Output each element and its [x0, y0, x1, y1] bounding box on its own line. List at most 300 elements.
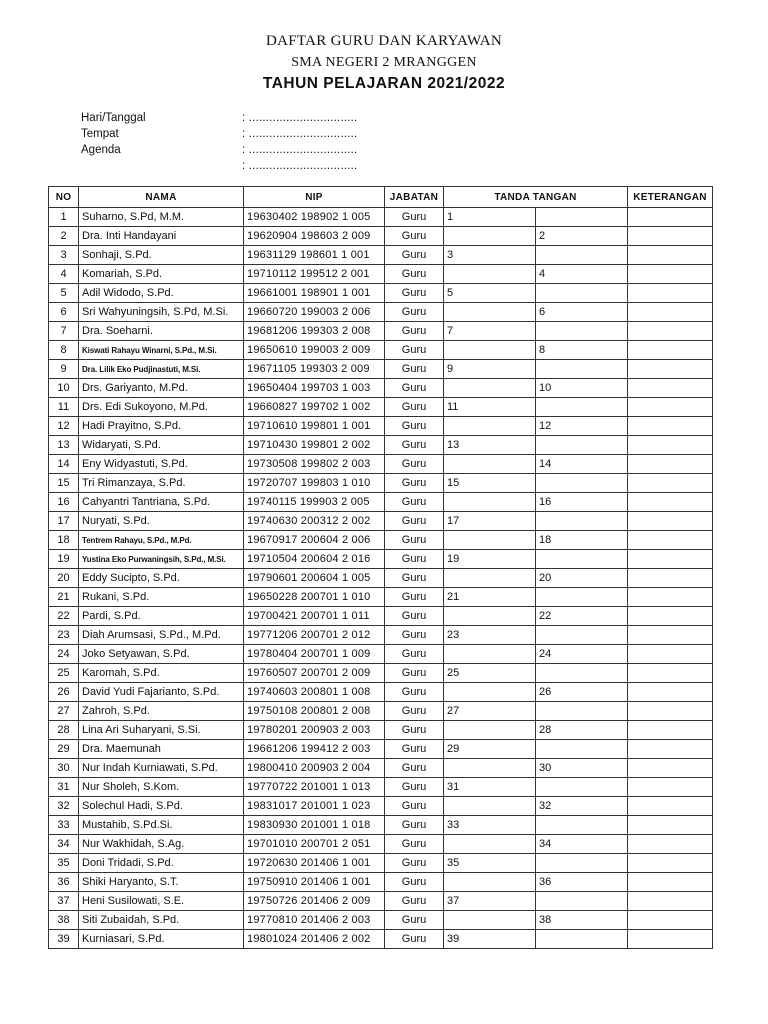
staff-position: Guru: [385, 873, 444, 892]
staff-nip: 19831017 201001 1 023: [244, 797, 385, 816]
meta-row-agenda-cont: [81, 158, 481, 174]
signature-empty: [536, 322, 628, 341]
table-row: [49, 322, 713, 341]
signature-empty: [444, 379, 536, 398]
staff-position: Guru: [385, 246, 444, 265]
signature-empty: [536, 512, 628, 531]
meta-row-agenda: [81, 142, 481, 158]
staff-position: Guru: [385, 778, 444, 797]
signature-empty: [536, 626, 628, 645]
staff-position: Guru: [385, 854, 444, 873]
staff-name: Dra. Inti Handayani: [79, 227, 244, 246]
staff-position: Guru: [385, 227, 444, 246]
staff-nip: 19710504 200604 2 016: [244, 550, 385, 569]
notes-cell: [628, 398, 713, 417]
notes-cell: [628, 512, 713, 531]
staff-position: Guru: [385, 664, 444, 683]
staff-nip: 19660720 199003 2 006: [244, 303, 385, 322]
notes-cell: [628, 493, 713, 512]
staff-name: Joko Setyawan, S.Pd.: [79, 645, 244, 664]
staff-name: Nur Indah Kurniawati, S.Pd.: [79, 759, 244, 778]
staff-name: Tentrem Rahayu, S.Pd., M.Pd.: [79, 531, 244, 550]
notes-cell: [628, 835, 713, 854]
table-row: [49, 455, 713, 474]
staff-nip: 19660827 199702 1 002: [244, 398, 385, 417]
staff-position: Guru: [385, 607, 444, 626]
header-signature: TANDA TANGAN: [444, 187, 628, 208]
row-number: 14: [49, 455, 79, 474]
notes-cell: [628, 702, 713, 721]
notes-cell: [628, 322, 713, 341]
signature-empty: [444, 569, 536, 588]
staff-position: Guru: [385, 930, 444, 949]
document-title: DAFTAR GURU DAN KARYAWAN: [265, 33, 503, 49]
staff-nip: 19740630 200312 2 002: [244, 512, 385, 531]
table-row: [49, 303, 713, 322]
signature-slot: 33: [444, 816, 536, 835]
signature-slot: 14: [536, 455, 628, 474]
staff-position: Guru: [385, 303, 444, 322]
row-number: 3: [49, 246, 79, 265]
row-number: 35: [49, 854, 79, 873]
signature-empty: [536, 930, 628, 949]
signature-empty: [536, 208, 628, 227]
staff-nip: 19750910 201406 1 001: [244, 873, 385, 892]
row-number: 28: [49, 721, 79, 740]
meta-row-place: [81, 126, 481, 142]
staff-position: Guru: [385, 417, 444, 436]
table-row: [49, 341, 713, 360]
signature-slot: 8: [536, 341, 628, 360]
notes-cell: [628, 588, 713, 607]
meta-value: : ................................: [242, 112, 358, 124]
signature-slot: 11: [444, 398, 536, 417]
staff-name: Doni Tridadi, S.Pd.: [79, 854, 244, 873]
notes-cell: [628, 436, 713, 455]
notes-cell: [628, 341, 713, 360]
staff-nip: 19740603 200801 1 008: [244, 683, 385, 702]
staff-nip: 19730508 199802 2 003: [244, 455, 385, 474]
row-number: 19: [49, 550, 79, 569]
signature-slot: 13: [444, 436, 536, 455]
staff-name: Widaryati, S.Pd.: [79, 436, 244, 455]
staff-nip: 19661206 199412 2 003: [244, 740, 385, 759]
signature-empty: [536, 436, 628, 455]
staff-name: Kiswati Rahayu Winarni, S.Pd., M.Si.: [79, 341, 244, 360]
staff-nip: 19740115 199903 2 005: [244, 493, 385, 512]
row-number: 13: [49, 436, 79, 455]
staff-name: Solechul Hadi, S.Pd.: [79, 797, 244, 816]
signature-empty: [444, 721, 536, 740]
staff-nip: 19630402 198902 1 005: [244, 208, 385, 227]
table-row: [49, 721, 713, 740]
row-number: 7: [49, 322, 79, 341]
row-number: 1: [49, 208, 79, 227]
notes-cell: [628, 626, 713, 645]
staff-nip: 19720707 199803 1 010: [244, 474, 385, 493]
table-body: [49, 208, 713, 949]
row-number: 9: [49, 360, 79, 379]
staff-nip: 19801024 201406 2 002: [244, 930, 385, 949]
meeting-info: [81, 110, 481, 174]
row-number: 4: [49, 265, 79, 284]
staff-nip: 19780201 200903 2 003: [244, 721, 385, 740]
row-number: 33: [49, 816, 79, 835]
signature-empty: [444, 683, 536, 702]
table-row: [49, 436, 713, 455]
signature-slot: 29: [444, 740, 536, 759]
signature-empty: [444, 645, 536, 664]
meta-label: Hari/Tanggal: [81, 112, 146, 124]
staff-nip: 19650404 199703 1 003: [244, 379, 385, 398]
staff-nip: 19650228 200701 1 010: [244, 588, 385, 607]
staff-nip: 19750108 200801 2 008: [244, 702, 385, 721]
staff-position: Guru: [385, 341, 444, 360]
notes-cell: [628, 721, 713, 740]
signature-slot: 25: [444, 664, 536, 683]
table-row: [49, 683, 713, 702]
header-no: NO: [49, 187, 79, 208]
staff-name: Drs. Edi Sukoyono, M.Pd.: [79, 398, 244, 417]
meta-row-date: [81, 110, 481, 126]
signature-empty: [536, 664, 628, 683]
staff-position: Guru: [385, 588, 444, 607]
header-nip: NIP: [244, 187, 385, 208]
table-row: [49, 854, 713, 873]
row-number: 10: [49, 379, 79, 398]
staff-position: Guru: [385, 569, 444, 588]
row-number: 37: [49, 892, 79, 911]
table-row: [49, 664, 713, 683]
signature-slot: 32: [536, 797, 628, 816]
signature-slot: 5: [444, 284, 536, 303]
header-jabatan: JABATAN: [385, 187, 444, 208]
row-number: 22: [49, 607, 79, 626]
staff-position: Guru: [385, 759, 444, 778]
staff-name: Heni Susilowati, S.E.: [79, 892, 244, 911]
staff-nip: 19800410 200903 2 004: [244, 759, 385, 778]
signature-empty: [536, 588, 628, 607]
staff-nip: 19790601 200604 1 005: [244, 569, 385, 588]
signature-slot: 12: [536, 417, 628, 436]
staff-name: Dra. Lilik Eko Pudjinastuti, M.Si.: [79, 360, 244, 379]
table-row: [49, 398, 713, 417]
table-row: [49, 379, 713, 398]
staff-position: Guru: [385, 493, 444, 512]
row-number: 38: [49, 911, 79, 930]
signature-empty: [444, 227, 536, 246]
staff-nip: 19771206 200701 2 012: [244, 626, 385, 645]
staff-name: Komariah, S.Pd.: [79, 265, 244, 284]
staff-nip: 19670917 200604 2 006: [244, 531, 385, 550]
notes-cell: [628, 892, 713, 911]
notes-cell: [628, 778, 713, 797]
notes-cell: [628, 873, 713, 892]
signature-empty: [444, 265, 536, 284]
signature-empty: [536, 398, 628, 417]
staff-nip: 19620904 198603 2 009: [244, 227, 385, 246]
row-number: 36: [49, 873, 79, 892]
staff-position: Guru: [385, 379, 444, 398]
staff-position: Guru: [385, 740, 444, 759]
staff-name: David Yudi Fajarianto, S.Pd.: [79, 683, 244, 702]
staff-nip: 19650610 199003 2 009: [244, 341, 385, 360]
staff-nip: 19780404 200701 1 009: [244, 645, 385, 664]
signature-slot: 2: [536, 227, 628, 246]
meta-label: Tempat: [81, 128, 119, 140]
table-row: [49, 607, 713, 626]
row-number: 30: [49, 759, 79, 778]
signature-slot: 27: [444, 702, 536, 721]
signature-empty: [444, 835, 536, 854]
row-number: 2: [49, 227, 79, 246]
signature-slot: 38: [536, 911, 628, 930]
staff-nip: 19710430 199801 2 002: [244, 436, 385, 455]
staff-name: Sonhaji, S.Pd.: [79, 246, 244, 265]
signature-empty: [536, 702, 628, 721]
table-row: [49, 626, 713, 645]
row-number: 39: [49, 930, 79, 949]
table-row: [49, 246, 713, 265]
staff-name: Nur Wakhidah, S.Ag.: [79, 835, 244, 854]
notes-cell: [628, 284, 713, 303]
table-row: [49, 911, 713, 930]
staff-name: Lina Ari Suharyani, S.Si.: [79, 721, 244, 740]
signature-slot: 3: [444, 246, 536, 265]
staff-position: Guru: [385, 474, 444, 493]
signature-empty: [536, 778, 628, 797]
staff-position: Guru: [385, 531, 444, 550]
row-number: 31: [49, 778, 79, 797]
notes-cell: [628, 569, 713, 588]
table-row: [49, 778, 713, 797]
staff-name: Dra. Maemunah: [79, 740, 244, 759]
notes-cell: [628, 645, 713, 664]
notes-cell: [628, 911, 713, 930]
staff-name: Diah Arumsasi, S.Pd., M.Pd.: [79, 626, 244, 645]
signature-slot: 35: [444, 854, 536, 873]
staff-position: Guru: [385, 911, 444, 930]
staff-nip: 19830930 201001 1 018: [244, 816, 385, 835]
staff-table: [48, 186, 713, 949]
table-row: [49, 227, 713, 246]
signature-slot: 4: [536, 265, 628, 284]
staff-name: Kurniasari, S.Pd.: [79, 930, 244, 949]
notes-cell: [628, 759, 713, 778]
signature-slot: 28: [536, 721, 628, 740]
row-number: 12: [49, 417, 79, 436]
row-number: 17: [49, 512, 79, 531]
signature-slot: 36: [536, 873, 628, 892]
table-row: [49, 550, 713, 569]
academic-year: TAHUN PELAJARAN 2021/2022: [262, 75, 506, 92]
school-name: SMA NEGERI 2 MRANGGEN: [291, 55, 477, 70]
row-number: 25: [49, 664, 79, 683]
signature-slot: 23: [444, 626, 536, 645]
staff-nip: 19681206 199303 2 008: [244, 322, 385, 341]
staff-name: Cahyantri Tantriana, S.Pd.: [79, 493, 244, 512]
staff-name: Dra. Soeharni.: [79, 322, 244, 341]
staff-position: Guru: [385, 816, 444, 835]
table-row: [49, 417, 713, 436]
staff-position: Guru: [385, 284, 444, 303]
notes-cell: [628, 683, 713, 702]
signature-slot: 17: [444, 512, 536, 531]
signature-empty: [444, 873, 536, 892]
staff-name: Yustina Eko Purwaningsih, S.Pd., M.Si.: [79, 550, 244, 569]
signature-slot: 21: [444, 588, 536, 607]
table-row: [49, 797, 713, 816]
staff-nip: 19760507 200701 2 009: [244, 664, 385, 683]
table-row: [49, 930, 713, 949]
signature-slot: 39: [444, 930, 536, 949]
row-number: 20: [49, 569, 79, 588]
signature-empty: [444, 911, 536, 930]
notes-cell: [628, 379, 713, 398]
notes-cell: [628, 474, 713, 493]
signature-slot: 18: [536, 531, 628, 550]
notes-cell: [628, 930, 713, 949]
table-row: [49, 892, 713, 911]
table-row: [49, 208, 713, 227]
table-row: [49, 702, 713, 721]
staff-nip: 19701010 200701 2 051: [244, 835, 385, 854]
staff-nip: 19770722 201001 1 013: [244, 778, 385, 797]
staff-name: Nuryati, S.Pd.: [79, 512, 244, 531]
signature-empty: [536, 360, 628, 379]
row-number: 23: [49, 626, 79, 645]
signature-empty: [444, 493, 536, 512]
staff-name: Hadi Prayitno, S.Pd.: [79, 417, 244, 436]
staff-name: Eny Widyastuti, S.Pd.: [79, 455, 244, 474]
staff-position: Guru: [385, 265, 444, 284]
staff-nip: 19710610 199801 1 001: [244, 417, 385, 436]
staff-nip: 19661001 198901 1 001: [244, 284, 385, 303]
table-row: [49, 284, 713, 303]
signature-slot: 20: [536, 569, 628, 588]
staff-position: Guru: [385, 322, 444, 341]
table-row: [49, 512, 713, 531]
staff-name: Mustahib, S.Pd.Si.: [79, 816, 244, 835]
notes-cell: [628, 664, 713, 683]
staff-name: Karomah, S.Pd.: [79, 664, 244, 683]
staff-name: Tri Rimanzaya, S.Pd.: [79, 474, 244, 493]
signature-empty: [536, 284, 628, 303]
table-row: [49, 265, 713, 284]
staff-position: Guru: [385, 645, 444, 664]
staff-position: Guru: [385, 436, 444, 455]
staff-position: Guru: [385, 455, 444, 474]
staff-nip: 19700421 200701 1 011: [244, 607, 385, 626]
notes-cell: [628, 550, 713, 569]
row-number: 26: [49, 683, 79, 702]
signature-empty: [444, 797, 536, 816]
table-row: [49, 360, 713, 379]
row-number: 24: [49, 645, 79, 664]
signature-empty: [444, 455, 536, 474]
signature-empty: [444, 607, 536, 626]
staff-nip: 19631129 198601 1 001: [244, 246, 385, 265]
notes-cell: [628, 531, 713, 550]
table-row: [49, 816, 713, 835]
signature-slot: 6: [536, 303, 628, 322]
signature-empty: [536, 854, 628, 873]
signature-slot: 31: [444, 778, 536, 797]
notes-cell: [628, 265, 713, 284]
signature-empty: [444, 303, 536, 322]
signature-slot: 15: [444, 474, 536, 493]
signature-slot: 37: [444, 892, 536, 911]
staff-position: Guru: [385, 702, 444, 721]
staff-nip: 19770810 201406 2 003: [244, 911, 385, 930]
notes-cell: [628, 246, 713, 265]
notes-cell: [628, 208, 713, 227]
signature-empty: [536, 892, 628, 911]
notes-cell: [628, 854, 713, 873]
table-row: [49, 759, 713, 778]
signature-slot: 26: [536, 683, 628, 702]
header-name: NAMA: [79, 187, 244, 208]
signature-slot: 1: [444, 208, 536, 227]
row-number: 15: [49, 474, 79, 493]
notes-cell: [628, 417, 713, 436]
signature-empty: [444, 417, 536, 436]
table-row: [49, 531, 713, 550]
staff-position: Guru: [385, 550, 444, 569]
staff-position: Guru: [385, 626, 444, 645]
staff-name: Suharno, S.Pd, M.M.: [79, 208, 244, 227]
notes-cell: [628, 607, 713, 626]
table-row: [49, 645, 713, 664]
notes-cell: [628, 455, 713, 474]
signature-slot: 10: [536, 379, 628, 398]
row-number: 32: [49, 797, 79, 816]
table-row: [49, 588, 713, 607]
meta-value: : ................................: [242, 144, 358, 156]
signature-empty: [536, 740, 628, 759]
table-row: [49, 569, 713, 588]
signature-empty: [536, 550, 628, 569]
meta-label: Agenda: [81, 144, 121, 156]
row-number: 29: [49, 740, 79, 759]
signature-empty: [444, 341, 536, 360]
staff-name: Rukani, S.Pd.: [79, 588, 244, 607]
staff-position: Guru: [385, 360, 444, 379]
notes-cell: [628, 740, 713, 759]
row-number: 5: [49, 284, 79, 303]
signature-slot: 22: [536, 607, 628, 626]
row-number: 34: [49, 835, 79, 854]
staff-position: Guru: [385, 398, 444, 417]
staff-name: Shiki Haryanto, S.T.: [79, 873, 244, 892]
meta-value: : ................................: [242, 160, 358, 172]
signature-slot: 30: [536, 759, 628, 778]
staff-name: Adil Widodo, S.Pd.: [79, 284, 244, 303]
row-number: 8: [49, 341, 79, 360]
signature-empty: [444, 759, 536, 778]
staff-position: Guru: [385, 721, 444, 740]
table-row: [49, 873, 713, 892]
staff-nip: 19720630 201406 1 001: [244, 854, 385, 873]
signature-slot: 34: [536, 835, 628, 854]
row-number: 16: [49, 493, 79, 512]
signature-slot: 24: [536, 645, 628, 664]
notes-cell: [628, 797, 713, 816]
table-row: [49, 493, 713, 512]
table-row: [49, 474, 713, 493]
signature-empty: [536, 246, 628, 265]
signature-slot: 9: [444, 360, 536, 379]
